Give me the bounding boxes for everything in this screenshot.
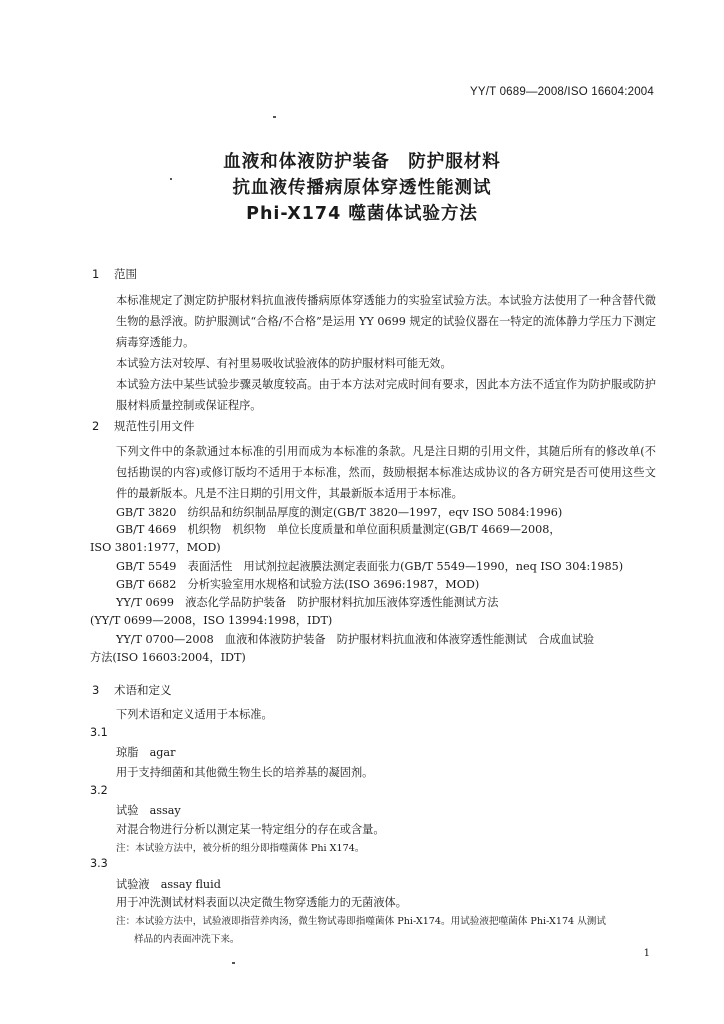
- reference-item-cont: ISO 3801:1977，MOD): [90, 541, 221, 554]
- term-name: 试验 assay: [116, 804, 181, 817]
- reference-item: YY/T 0699 液态化学品防护装备 防护服材料抗加压液体穿透性能测试方法: [116, 596, 499, 609]
- standard-code: YY/T 0689—2008/ISO 16604:2004: [470, 86, 654, 98]
- section-number: 3: [92, 683, 100, 697]
- term-definition: 用于支持细菌和其他微生物生长的培养基的凝固剂。: [116, 766, 374, 779]
- section-number: 1: [92, 267, 100, 281]
- section-1-heading: [92, 266, 137, 282]
- term-number: 3.1: [90, 726, 108, 739]
- term-number: 3.3: [90, 857, 108, 870]
- scan-speck: [170, 178, 172, 180]
- reference-item: GB/T 6682 分析实验室用水规格和试验方法(ISO 3696:1987，MOD): [116, 578, 480, 591]
- term-note: 注：本试验方法中，试验液即指营养肉汤，微生物试毒即指噬菌体 Phi-X174。用试验液把噬菌体 Phi-X174 从测试: [116, 916, 606, 927]
- section-number: 2: [92, 419, 100, 433]
- section-title: 术语和定义: [114, 683, 172, 697]
- section-2-intro: [90, 441, 656, 504]
- scan-speck: [232, 962, 235, 964]
- section-3-heading: [92, 682, 172, 698]
- reference-item: GB/T 3820 纺织品和纺织制品厚度的测定(GB/T 3820—1997，eqv ISO 5084:1996): [116, 506, 563, 519]
- term-note-cont: 样品的内表面冲洗下来。: [134, 934, 240, 945]
- term-number: 3.2: [90, 784, 108, 797]
- term-definition: 用于冲洗测试材料表面以决定微生物穿透能力的无菌液体。: [116, 896, 407, 909]
- paragraph: 本标准规定了测定防护服材料抗血液传播病原体穿透能力的实验室试验方法。本试验方法使用了一种含替代微生物的悬浮液。防护服测试“合格/不合格”是运用 YY 0699 规定的试验仪器在一特定的流体静力学压力下测定病毒穿透能力。: [116, 294, 656, 349]
- definitions-intro: 下列术语和定义适用于本标准。: [116, 708, 273, 721]
- section-1-body: [90, 290, 656, 416]
- term-name: 琼脂 agar: [116, 746, 176, 759]
- title-line-1: 血液和体液防护装备 防护服材料: [223, 152, 501, 172]
- paragraph: 下列文件中的条款通过本标准的引用而成为本标准的条款。凡是注日期的引用文件，其随后所有的修改单(不包括勘误的内容)或修订版均不适用于本标准，然而，鼓励根据本标准达成协议的各方研究是否可使用这些文件的最新版本。凡是不注日期的引用文件，其最新版本适用于本标准。: [116, 445, 656, 500]
- term-definition: 对混合物进行分析以测定某一特定组分的存在或含量。: [116, 823, 385, 836]
- reference-item-cont: (YY/T 0699—2008，ISO 13994:1998，IDT): [90, 614, 333, 627]
- reference-item: GB/T 5549 表面活性 用试剂拉起液膜法测定表面张力(GB/T 5549—1990，neq ISO 304:1985): [116, 560, 624, 573]
- section-title: 规范性引用文件: [114, 419, 195, 433]
- title-line-3: Phi-X174 噬菌体试验方法: [246, 204, 478, 224]
- scan-speck: [273, 116, 276, 118]
- term-name: 试验液 assay fluid: [116, 878, 221, 891]
- reference-item: GB/T 4669 机织物 机织物 单位长度质量和单位面积质量测定(GB/T 4669—2008，: [116, 523, 561, 536]
- section-title: 范围: [114, 267, 137, 281]
- paragraph: 本试验方法中某些试验步骤灵敏度较高。由于本方法对完成时间有要求，因此本方法不适宜作为防护服或防护服材料质量控制或保证程序。: [116, 378, 656, 412]
- reference-item: YY/T 0700—2008 血液和体液防护装备 防护服材料抗血液和体液穿透性能测试 合成血试验: [116, 633, 595, 646]
- page-number: 1: [643, 948, 650, 959]
- section-2-heading: [92, 418, 195, 434]
- title-line-2: 抗血液传播病原体穿透性能测试: [232, 178, 492, 198]
- term-note: 注：本试验方法中，被分析的组分即指噬菌体 Phi X174。: [116, 843, 365, 854]
- paragraph: 本试验方法对较厚、有衬里易吸收试验液体的防护服材料可能无效。: [116, 357, 452, 370]
- reference-item-cont: 方法(ISO 16603:2004，IDT): [90, 651, 246, 664]
